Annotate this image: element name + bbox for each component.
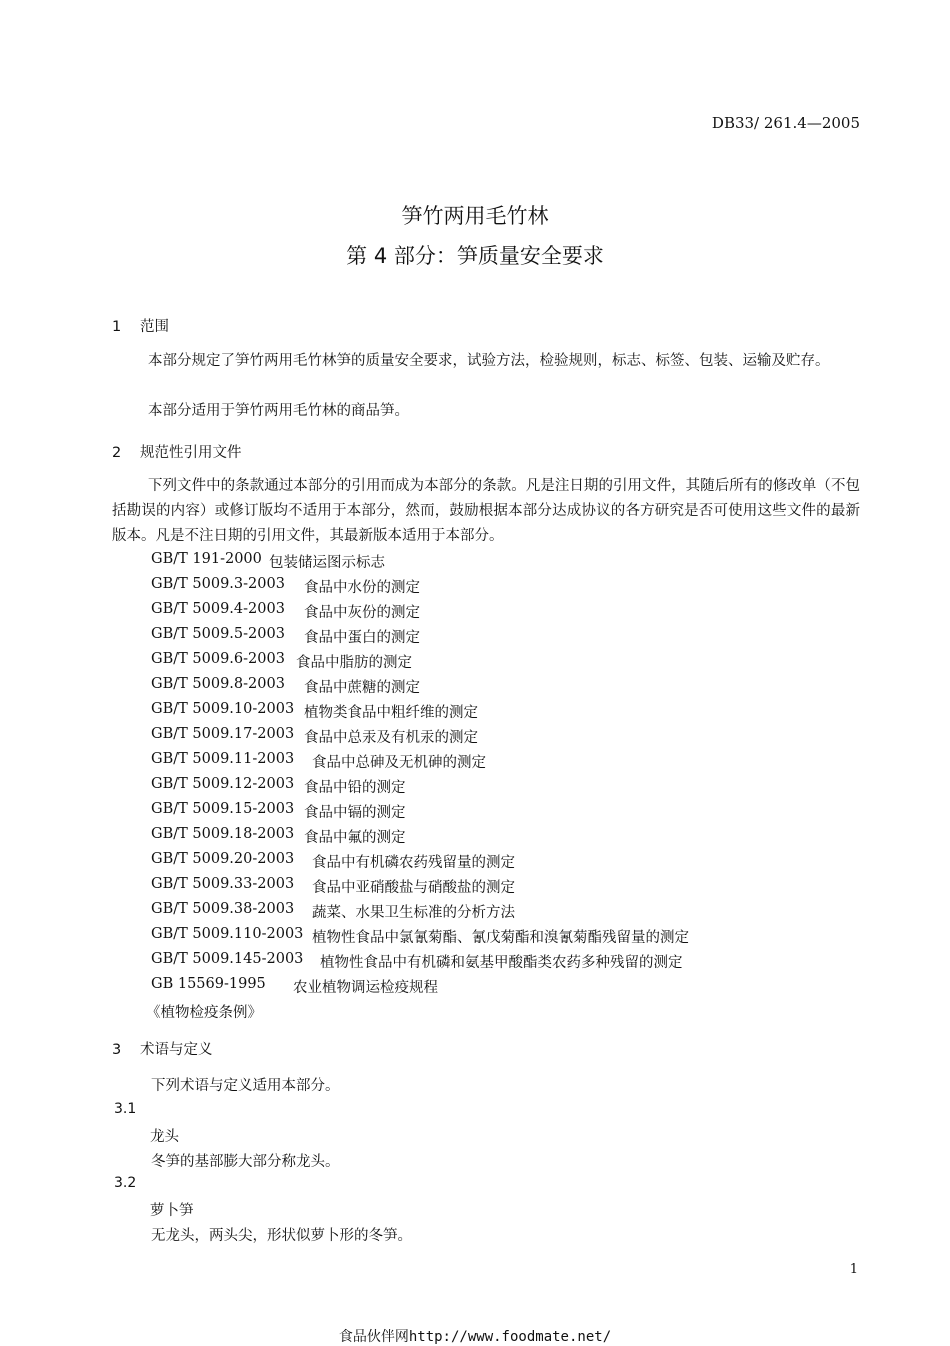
subclause-number: 3.2: [114, 1175, 137, 1191]
reference-code: GB/T 5009.3-2003: [151, 576, 285, 592]
reference-code: GB/T 5009.8-2003: [151, 676, 285, 692]
section-number: 1: [112, 319, 122, 335]
reference-code: GB/T 191-2000: [151, 551, 262, 567]
reference-title: 食品中亚硝酸盐与硝酸盐的测定: [312, 880, 515, 896]
reference-code: GB/T 5009.33-2003: [151, 876, 295, 892]
reference-title: 包装储运图示标志: [269, 555, 385, 571]
reference-title: 农业植物调运检疫规程: [293, 980, 438, 996]
reference-title: 食品中灰份的测定: [304, 605, 420, 621]
reference-code: GB/T 5009.145-2003: [151, 951, 304, 967]
reference-title: 食品中水份的测定: [304, 580, 420, 596]
term-definition: 无龙头，两头尖，形状似萝卜形的冬笋。: [151, 1228, 412, 1244]
reference-code: GB/T 5009.4-2003: [151, 601, 285, 617]
subclause-number: 3.1: [114, 1101, 137, 1117]
document-code: DB33/ 261.4—2005: [711, 114, 860, 132]
section-title: 范围: [140, 319, 169, 335]
document-title: 笋竹两用毛竹林: [401, 204, 549, 228]
reference-code: GB/T 5009.11-2003: [151, 751, 295, 767]
reference-title: 食品中有机磷农药残留量的测定: [312, 855, 515, 871]
reference-code: GB/T 5009.17-2003: [151, 726, 295, 742]
section-number: 2: [112, 445, 122, 461]
reference-code: GB/T 5009.12-2003: [151, 776, 295, 792]
reference-title: 食品中脂肪的测定: [296, 655, 412, 671]
reference-code: GB/T 5009.6-2003: [151, 651, 285, 667]
reference-code: GB/T 5009.5-2003: [151, 626, 285, 642]
paragraph: 本部分适用于笋竹两用毛竹林的商品笋。: [148, 403, 409, 419]
paragraph: 本部分规定了笋竹两用毛竹林笋的质量安全要求，试验方法，检验规则，标志、标签、包装、运输及贮存。: [148, 353, 830, 369]
reference-code: GB/T 5009.38-2003: [151, 901, 295, 917]
reference-title: 食品中总砷及无机砷的测定: [312, 755, 486, 771]
section-heading-3: [112, 1038, 213, 1059]
reference-title: 食品中总汞及有机汞的测定: [304, 730, 478, 746]
reference-code: GB/T 5009.15-2003: [151, 801, 295, 817]
section-title: 术语与定义: [140, 1042, 213, 1058]
reference-regulation: 《植物检疫条例》: [146, 1005, 262, 1021]
reference-title: 食品中蛋白的测定: [304, 630, 420, 646]
paragraph: 下列术语与定义适用本部分。: [151, 1078, 340, 1094]
term-definition: 冬笋的基部膨大部分称龙头。: [151, 1154, 340, 1170]
section-heading-2: [112, 441, 242, 462]
reference-code: GB 15569-1995: [151, 976, 266, 992]
footer-link[interactable]: 食品伙伴网http://www.foodmate.net/: [338, 1329, 612, 1345]
paragraph: 下列文件中的条款通过本部分的引用而成为本部分的条款。凡是注日期的引用文件，其随后所有的修改单（不包括勘误的内容）或修订版均不适用于本部分，然而，鼓励根据本部分达成协议的各方研究是否可使用这些文件的最新版本。凡是不注日期的引用文件，其最新版本适用于本部分。: [112, 478, 860, 544]
reference-code: GB/T 5009.10-2003: [151, 701, 295, 717]
page-number: 1: [849, 1262, 858, 1277]
section-title: 规范性引用文件: [140, 445, 242, 461]
reference-code: GB/T 5009.18-2003: [151, 826, 295, 842]
section-number: 3: [112, 1042, 122, 1058]
reference-title: 植物性食品中氯氰菊酯、氰戊菊酯和溴氰菊酯残留量的测定: [312, 930, 689, 946]
reference-title: 食品中氟的测定: [304, 830, 406, 846]
reference-title: 食品中铅的测定: [304, 780, 406, 796]
reference-title: 植物类食品中粗纤维的测定: [304, 705, 478, 721]
term-name: 龙头: [150, 1129, 179, 1145]
reference-title: 蔬菜、水果卫生标准的分析方法: [312, 905, 515, 921]
reference-title: 食品中蔗糖的测定: [304, 680, 420, 696]
reference-code: GB/T 5009.20-2003: [151, 851, 295, 867]
reference-title: 植物性食品中有机磷和氨基甲酸酯类农药多种残留的测定: [320, 955, 683, 971]
document-subtitle: 第 4 部分：笋质量安全要求: [346, 244, 604, 268]
reference-code: GB/T 5009.110-2003: [151, 926, 304, 942]
term-name: 萝卜笋: [150, 1203, 194, 1219]
section-heading-1: [112, 315, 169, 336]
reference-title: 食品中镉的测定: [304, 805, 406, 821]
